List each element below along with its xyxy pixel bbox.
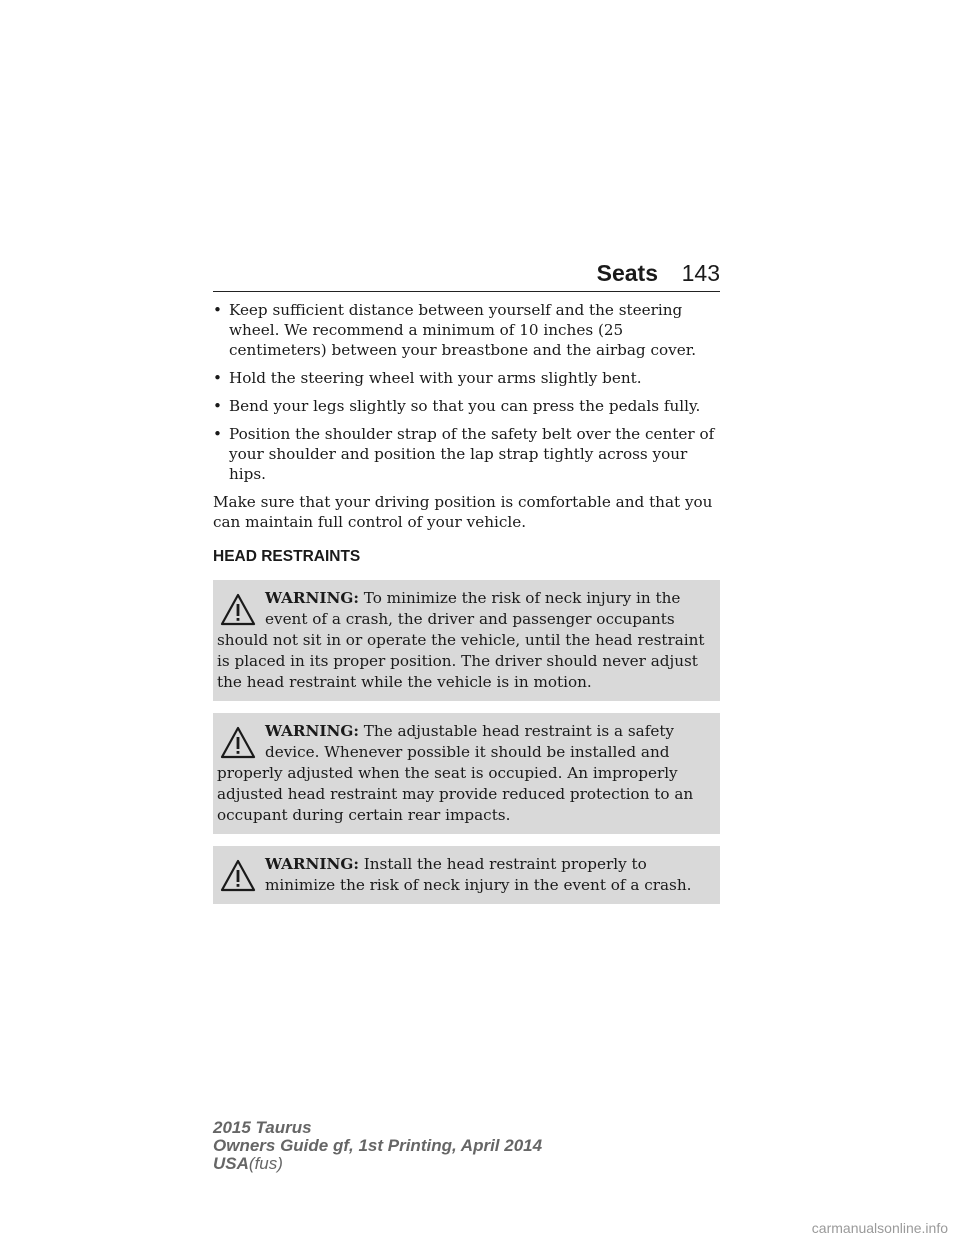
page-header: [213, 258, 720, 292]
footer-edition: Owners Guide gf, 1st Printing, April 2014: [213, 1136, 543, 1155]
bullet-list: [213, 300, 720, 484]
header-divider: [213, 291, 720, 292]
warning-text: To minimize the risk of neck injury in the event of a crash, the driver and passenger occupants should not sit in or operate the vehicle, until the head restraint is placed in its proper position. The driver should never adjust the head restraint while the vehicle is in motion.: [217, 589, 705, 691]
footer-region: USA: [213, 1154, 249, 1173]
body-paragraph: Make sure that your driving position is comfortable and that you can maintain full control of your vehicle.: [213, 493, 713, 531]
bullet-symbol: •: [213, 397, 222, 415]
list-item-text: Bend your legs slightly so that you can press the pedals fully.: [229, 397, 701, 415]
warning-box: [213, 713, 720, 834]
list-item: [213, 424, 720, 484]
list-item-text: Hold the steering wheel with your arms slightly bent.: [229, 369, 642, 387]
warning-box: [213, 846, 720, 904]
section-heading: HEAD RESTRAINTS: [213, 548, 361, 565]
bullet-symbol: •: [213, 369, 222, 387]
warning-label: WARNING:: [265, 722, 359, 740]
page-number: 143: [681, 260, 720, 286]
list-item: [213, 300, 720, 360]
list-item: [213, 368, 720, 388]
bullet-symbol: •: [213, 301, 222, 319]
bullet-symbol: •: [213, 425, 222, 443]
list-item-text: Position the shoulder strap of the safety belt over the center of your shoulder and position the lap strap tightly across your hips.: [229, 425, 715, 483]
list-item: [213, 396, 720, 416]
page-content: [213, 300, 720, 916]
warning-box: [213, 580, 720, 701]
warning-triangle-icon: [219, 858, 257, 894]
page-title: Seats: [596, 260, 658, 286]
warning-triangle-icon: [219, 592, 257, 628]
warning-label: WARNING:: [265, 855, 359, 873]
list-item-text: Keep sufficient distance between yourself and the steering wheel. We recommend a minimum of 10 inches (25 centimeters) between your breastbone and the airbag cover.: [229, 301, 697, 359]
footer-region-code: (fus): [248, 1154, 283, 1173]
footer-model: 2015 Taurus: [213, 1118, 312, 1137]
watermark: carmanualsonline.info: [811, 1220, 948, 1236]
warning-label: WARNING:: [265, 589, 359, 607]
warning-text: The adjustable head restraint is a safety device. Whenever possible it should be installed and properly adjusted when the seat is occupied. An improperly adjusted head restraint may provide reduced protection to an occupant during certain rear impacts.: [217, 722, 694, 824]
document-footer: [213, 1119, 542, 1173]
warning-triangle-icon: [219, 725, 257, 761]
warning-text: Install the head restraint properly to minimize the risk of neck injury in the event of a crash.: [265, 855, 692, 894]
footer-market: [213, 1155, 542, 1173]
